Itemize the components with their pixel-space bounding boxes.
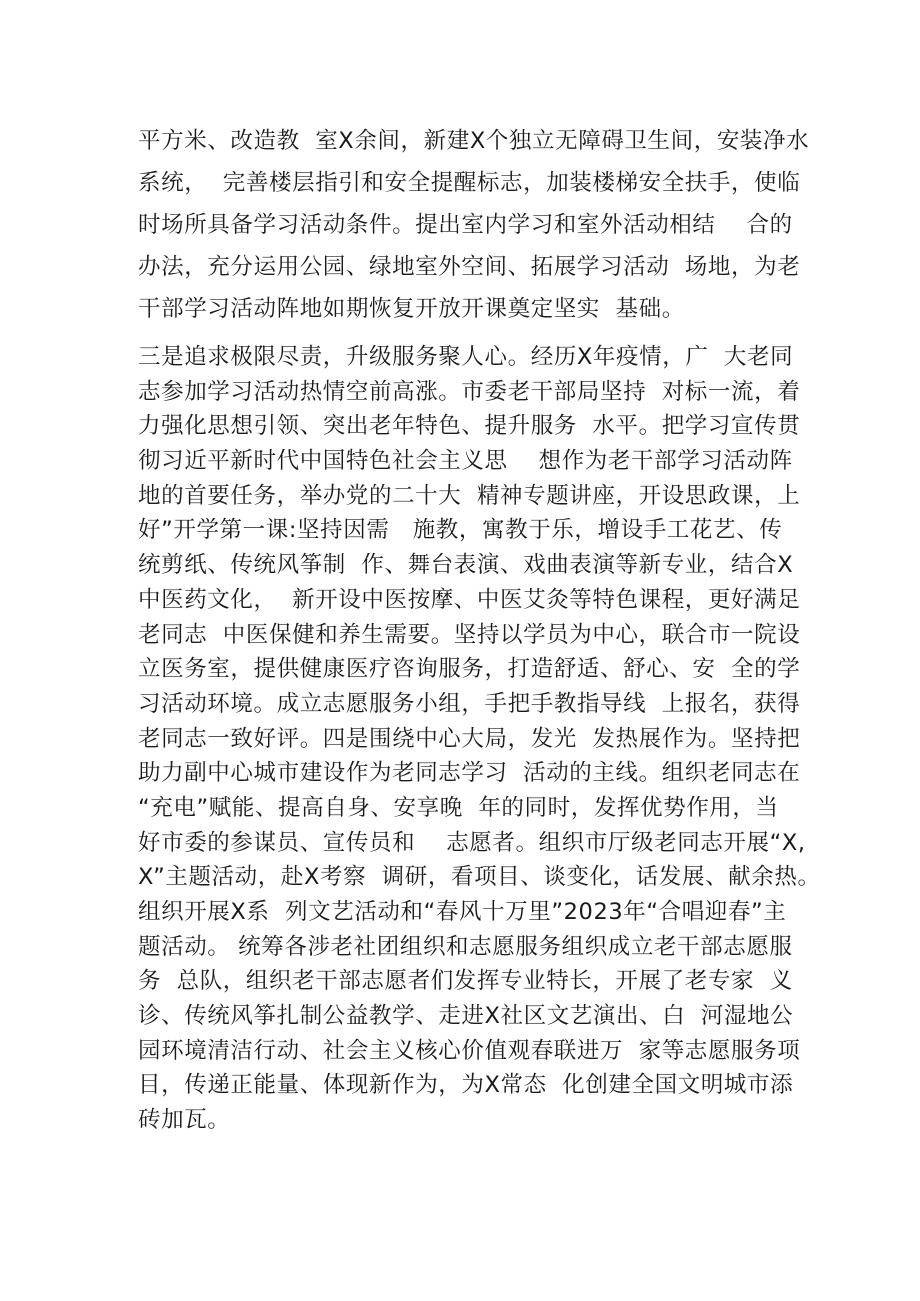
text-line: 园环境清洁行动、社会主义核心价值观春联进万 家等志愿服务项 xyxy=(138,1037,801,1064)
text-line: 好市委的参谋员、宣传员和 志愿者。组织市厅级老同志开展“X, xyxy=(138,829,806,856)
text-line: 干部学习活动阵地如期恢复开放开课奠定坚实 基础。 xyxy=(138,296,685,322)
text-line: 老同志 中医保健和养生需要。坚持以学员为中心，联合市一院设 xyxy=(138,621,801,648)
text-line: 中医药文化， 新开设中医按摩、中医艾灸等特色课程，更好满足 xyxy=(138,586,801,613)
text-line: 目，传递正能量、体现新作为，为X常态 化创建全国文明城市添 xyxy=(138,1072,794,1099)
text-line: 统剪纸、传统风筝制 作、舞台表演、戏曲表演等新专业，结合X xyxy=(138,552,794,579)
text-line: 好”开学第一课:坚持因需 施教，寓教于乐，增设手工花艺、传 xyxy=(138,517,783,544)
paragraph-2 xyxy=(138,340,821,1138)
text-line: X”主题活动，赴X考察 调研，看项目、谈变化，话发展、献余热。 xyxy=(138,864,821,891)
text-line: 题活动。 统筹各涉老社团组织和志愿服务组织成立老干部志愿服 xyxy=(138,933,793,960)
text-line: 志参加学习活动热情空前高涨。市委老干部局坚持 对标一流，着 xyxy=(138,378,801,405)
text-line: 时场所具备学习活动条件。提出室内学习和室外活动相结 合的 xyxy=(138,212,793,238)
paragraph-1 xyxy=(138,120,818,330)
text-line: 办法，充分运用公园、绿地室外空间、拓展学习活动 场地，为老 xyxy=(138,254,801,280)
text-line: 习活动环境。成立志愿服务小组，手把手教指导线 上报名，获得 xyxy=(138,690,801,717)
text-line: 系统， 完善楼层指引和安全提醒标志，加装楼梯安全扶手，使临 xyxy=(138,170,801,196)
text-line: 砖加瓦。 xyxy=(138,1107,231,1134)
text-line: “充电”赋能、提高自身、安享晚 年的同时，发挥优势作用，当 xyxy=(138,794,779,821)
text-line: 务 总队，组织老干部志愿者们发挥专业特长，开展了老专家 义 xyxy=(138,968,793,995)
text-line: 地的首要任务，举办党的二十大 精神专题讲座，开设思政课，上 xyxy=(138,482,801,509)
text-line: 力强化思想引领、突出老年特色、提升服务 水平。把学习宣传贯 xyxy=(138,413,801,440)
text-line: 组织开展X系 列文艺活动和“春风十万里”2023年“合唱迎春”主 xyxy=(138,899,787,925)
text-line: 老同志一致好评。四是围绕中心大局，发光 发热展作为。坚持把 xyxy=(138,725,801,752)
text-line: 平方米、改造教 室X余间，新建X个独立无障碍卫生间，安装净水 xyxy=(138,128,810,154)
text-line: 彻习近平新时代中国特色社会主义思 想作为老干部学习活动阵 xyxy=(138,448,793,475)
text-line: 诊、传统风筝扎制公益教学、走进X社区文艺演出、白 河湿地公 xyxy=(138,1003,794,1030)
text-line: 助力副中心城市建设作为老同志学习 活动的主线。组织老同志在 xyxy=(138,760,801,787)
text-line: 立医务室，提供健康医疗咨询服务，打造舒适、舒心、安 全的学 xyxy=(138,656,801,683)
text-line: 三是追求极限尽责，升级服务聚人心。经历X年疫情，广 大老同 xyxy=(138,344,794,370)
